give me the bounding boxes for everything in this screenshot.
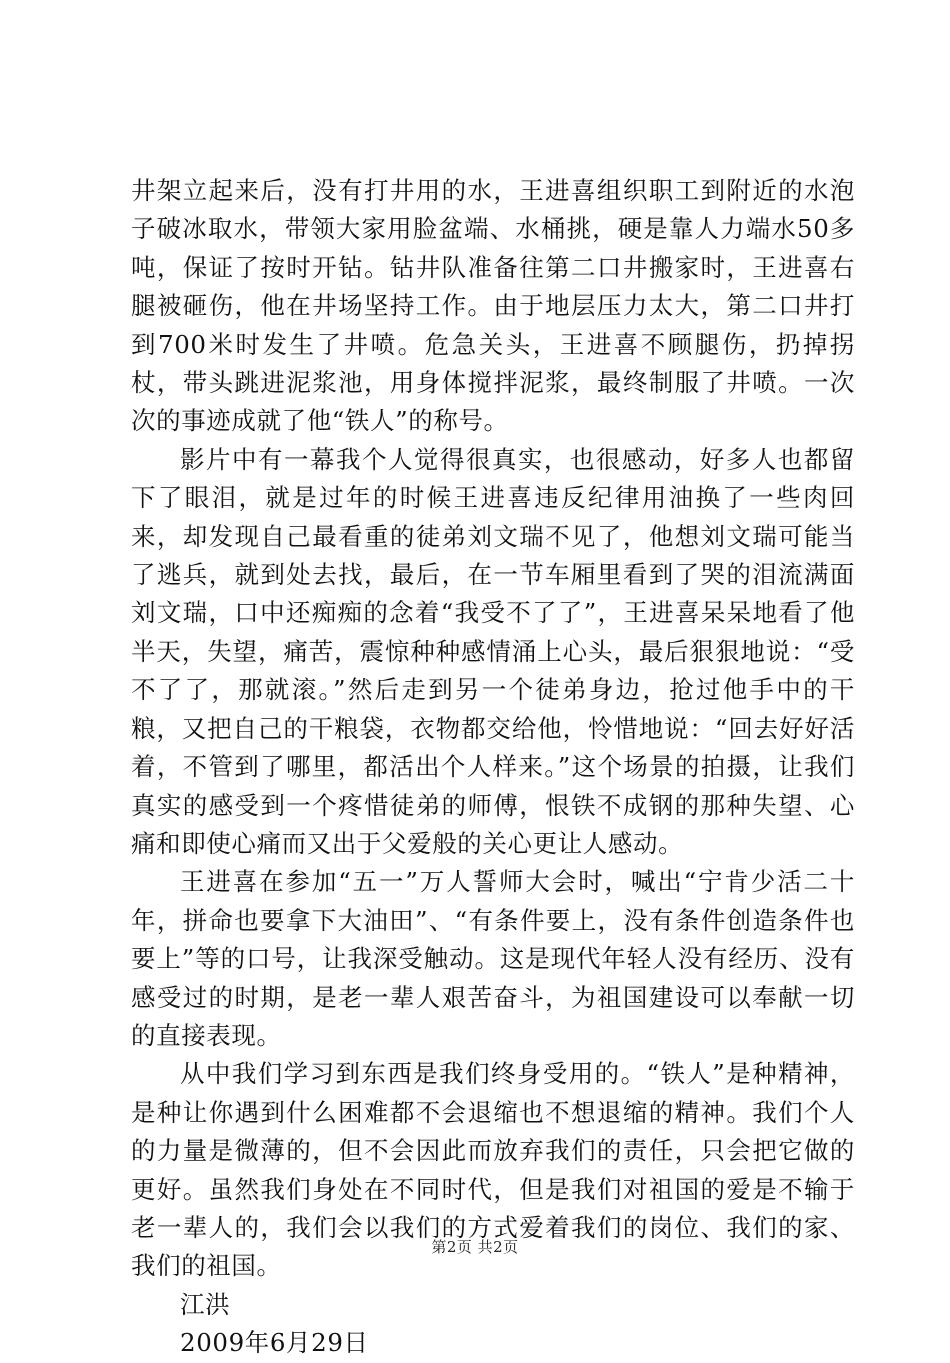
document-body (131, 172, 855, 1363)
paragraph-2: 影片中有一幕我个人觉得很真实，也很感动，好多人也都留下了眼泪，就是过年的时候王进喜违反纪律用油换了一些肉回来，却发现自己最看重的徒弟刘文瑞不见了，他想刘文瑞可能当了逃兵，就到处去找，最后，在一节车厢里看到了哭的泪流满面刘文瑞，口中还痴痴的念着“我受不了了”，王进喜呆呆地看了他半天，失望，痛苦，震惊种种感情涌上心头，最后狠狠地说：“受不了了，那就滚。”然后走到另一个徒弟身边，抢过他手中的干粮，又把自己的干粮袋，衣物都交给他，怜惜地说：“回去好好活着，不管到了哪里，都活出个人样来。”这个场景的拍摄，让我们真实的感受到一个疼惜徒弟的师傅，恨铁不成钢的那种失望、心痛和即使心痛而又出于父爱般的关心更让人感动。 (131, 444, 855, 858)
paragraph-3: 王进喜在参加“五一”万人誓师大会时，喊出“宁肯少活二十年，拼命也要拿下大油田”、“有条件要上，没有条件创造条件也要上”等的口号，让我深受触动。这是现代年轻人没有经历、没有感受过的时期，是老一辈人艰苦奋斗，为祖国建设可以奉献一切的直接表现。 (131, 867, 856, 1050)
signature-date: 2009年6月29日 (180, 1328, 369, 1358)
paragraph-4: 从中我们学习到东西是我们终身受用的。“铁人”是种精神，是种让你遇到什么困难都不会退缩也不想退缩的精神。我们个人的力量是微薄的，但不会因此而放弃我们的责任，只会把它做的更好。虽然我们身处在不同时代，但是我们对祖国的爱是不输于老一辈人的，我们会以我们的方式爱着我们的岗位、我们的家、我们的祖国。 (131, 1059, 855, 1281)
signature-name: 江洪 (180, 1289, 231, 1319)
paragraph-1: 井架立起来后，没有打井用的水，王进喜组织职工到附近的水泡子破冰取水，带领大家用脸盆端、水桶挑，硬是靠人力端水50多吨，保证了按时开钻。钻井队准备往第二口井搬家时，王进喜右腿被砸伤，他在井场坚持工作。由于地层压力太大，第二口井打到700米时发生了井喷。危急关头，王进喜不顾腿伤，扔掉拐杖，带头跳进泥浆池，用身体搅拌泥浆，最终制服了井喷。一次次的事迹成就了他“铁人”的称号。 (131, 176, 855, 436)
page-footer: 第2页 共2页 (431, 1238, 519, 1256)
